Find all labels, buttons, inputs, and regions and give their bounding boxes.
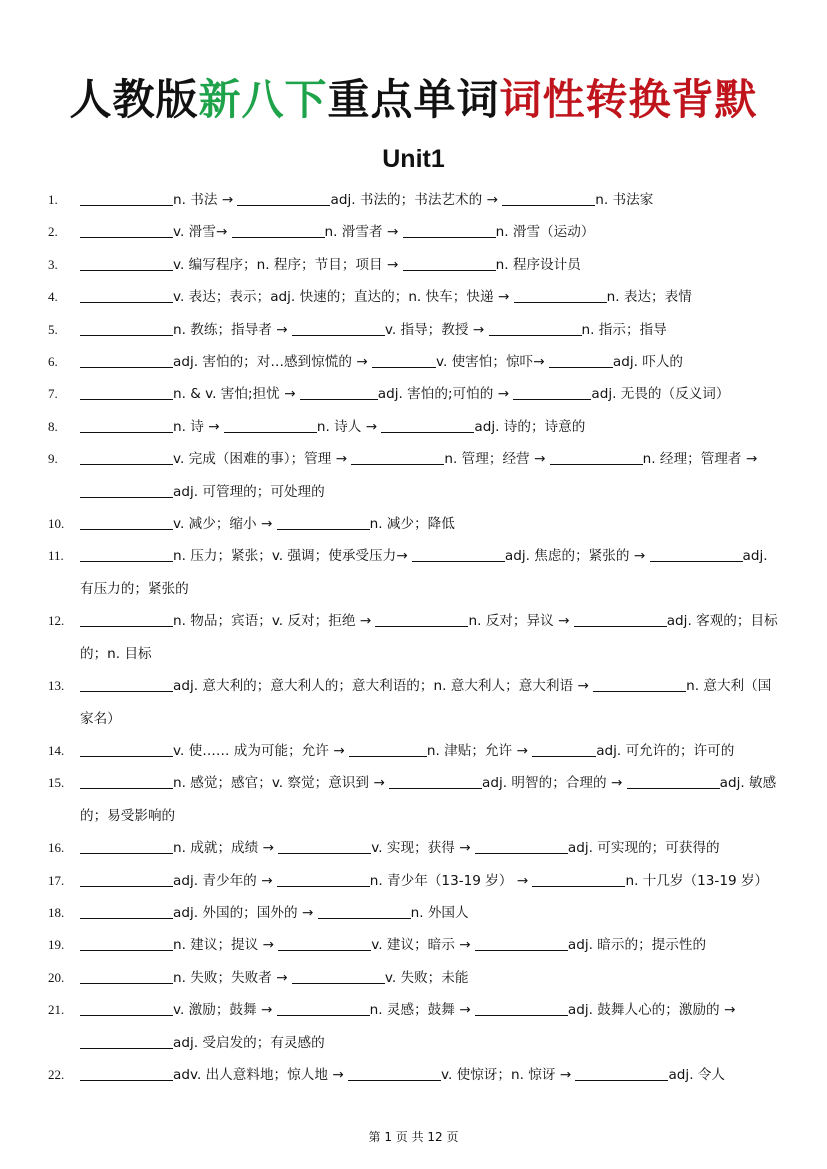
answer-blank[interactable] xyxy=(80,968,173,984)
answer-blank[interactable] xyxy=(80,287,173,303)
answer-blank[interactable] xyxy=(80,546,173,562)
answer-blank[interactable] xyxy=(389,773,482,789)
item-number: 15. xyxy=(48,775,65,791)
item-number: 22. xyxy=(48,1066,65,1082)
title-part-2: 新八下 xyxy=(198,75,328,124)
item-number: 7. xyxy=(48,386,58,402)
answer-blank[interactable] xyxy=(292,968,385,984)
item-text: v. 完成（困难的事）；管理 → n. 管理；经营 → n. 经理；管理者 → adj. 可管理的；可处理的 xyxy=(80,451,757,499)
list-item xyxy=(48,411,780,443)
answer-blank[interactable] xyxy=(277,871,370,887)
answer-blank[interactable] xyxy=(650,546,743,562)
item-number: 8. xyxy=(48,418,58,434)
list-item xyxy=(48,767,780,832)
answer-blank[interactable] xyxy=(412,546,505,562)
item-number: 2. xyxy=(48,224,58,240)
item-number: 20. xyxy=(48,969,65,985)
answer-blank[interactable] xyxy=(575,1065,668,1081)
item-number: 3. xyxy=(48,256,58,272)
item-number: 21. xyxy=(48,1002,65,1018)
item-number: 13. xyxy=(48,678,65,694)
list-item xyxy=(48,929,780,961)
title-part-3: 重点单词 xyxy=(327,75,500,124)
answer-blank[interactable] xyxy=(593,676,686,692)
answer-blank[interactable] xyxy=(513,384,591,400)
item-text: n. & v. 害怕;担忧 → adj. 害怕的;可怕的 → adj. 无畏的（反义词） xyxy=(80,386,730,402)
answer-blank[interactable] xyxy=(224,417,317,433)
item-number: 6. xyxy=(48,354,58,370)
answer-blank[interactable] xyxy=(300,384,378,400)
answer-blank[interactable] xyxy=(80,222,173,238)
answer-blank[interactable] xyxy=(532,871,625,887)
answer-blank[interactable] xyxy=(489,320,582,336)
answer-blank[interactable] xyxy=(475,1000,568,1016)
title-part-4: 词性转换背默 xyxy=(499,75,758,124)
list-item xyxy=(48,832,780,864)
answer-blank[interactable] xyxy=(550,449,643,465)
answer-blank[interactable] xyxy=(574,611,667,627)
answer-blank[interactable] xyxy=(403,255,496,271)
answer-blank[interactable] xyxy=(80,1033,173,1049)
page-title xyxy=(0,72,827,128)
item-number: 5. xyxy=(48,321,58,337)
list-item xyxy=(48,314,780,346)
item-text: v. 使…… 成为可能；允许 → n. 津贴；允许 → adj. 可允许的；许可的 xyxy=(80,743,734,759)
answer-blank[interactable] xyxy=(532,741,596,757)
answer-blank[interactable] xyxy=(627,773,720,789)
answer-blank[interactable] xyxy=(348,1065,441,1081)
answer-blank[interactable] xyxy=(80,190,173,206)
item-number: 1. xyxy=(48,192,58,207)
answer-blank[interactable] xyxy=(372,352,436,368)
title-part-1: 人教版 xyxy=(69,75,199,124)
answer-blank[interactable] xyxy=(549,352,613,368)
answer-blank[interactable] xyxy=(232,222,325,238)
list-item xyxy=(48,897,780,929)
item-text: adv. 出人意料地；惊人地 → v. 使惊讶；n. 惊讶 → adj. 令人 xyxy=(80,1067,725,1083)
answer-blank[interactable] xyxy=(80,1065,173,1081)
item-text: n. 物品；宾语；v. 反对；拒绝 → n. 反对；异议 → adj. 客观的；目标的；n. 目标 xyxy=(80,613,778,662)
item-number: 10. xyxy=(48,516,65,532)
item-number: 16. xyxy=(48,840,65,856)
item-text: adj. 外国的；国外的 → n. 外国人 xyxy=(80,905,469,921)
answer-blank[interactable] xyxy=(278,838,371,854)
list-item xyxy=(48,1059,780,1091)
answer-blank[interactable] xyxy=(502,190,595,206)
answer-blank[interactable] xyxy=(80,482,173,498)
answer-blank[interactable] xyxy=(80,1000,173,1016)
list-item xyxy=(48,281,780,313)
item-text: v. 减少；缩小 → n. 减少；降低 xyxy=(80,516,455,532)
answer-blank[interactable] xyxy=(80,384,173,400)
answer-blank[interactable] xyxy=(80,741,173,757)
answer-blank[interactable] xyxy=(278,935,371,951)
answer-blank[interactable] xyxy=(80,255,173,271)
item-text: n. 感觉；感官；v. 察觉；意识到 → adj. 明智的；合理的 → adj. 敏感的；易受影响的 xyxy=(80,775,777,824)
answer-blank[interactable] xyxy=(318,903,411,919)
item-number: 11. xyxy=(48,548,64,564)
item-number: 19. xyxy=(48,937,65,953)
item-number: 4. xyxy=(48,289,58,305)
item-text: n. 成就；成绩 → v. 实现；获得 → adj. 可实现的；可获得的 xyxy=(80,840,720,856)
list-item xyxy=(48,865,780,897)
list-item xyxy=(48,962,780,994)
item-text: adj. 害怕的；对…感到惊慌的 → v. 使害怕；惊吓→ adj. 吓人的 xyxy=(80,354,683,370)
answer-blank[interactable] xyxy=(237,190,330,206)
answer-blank[interactable] xyxy=(277,1000,370,1016)
list-item xyxy=(48,249,780,281)
list-item xyxy=(48,994,780,1059)
answer-blank[interactable] xyxy=(80,417,173,433)
list-item xyxy=(48,735,780,767)
answer-blank[interactable] xyxy=(80,871,173,887)
answer-blank[interactable] xyxy=(375,611,468,627)
answer-blank[interactable] xyxy=(80,838,173,854)
item-text: v. 表达；表示；adj. 快速的；直达的；n. 快车；快递 → n. 表达；表情 xyxy=(80,289,692,305)
item-text: n. 书法 → adj. 书法的；书法艺术的 → n. 书法家 xyxy=(80,192,653,208)
answer-blank[interactable] xyxy=(80,514,173,530)
item-text: v. 编写程序；n. 程序；节目；项目 → n. 程序设计员 xyxy=(80,257,581,273)
item-text: adj. 青少年的 → n. 青少年（13-19 岁） → n. 十几岁（13-19 岁） xyxy=(80,873,768,889)
item-text: n. 教练；指导者 → v. 指导；教授 → n. 指示；指导 xyxy=(80,322,667,338)
item-text: v. 激励；鼓舞 → n. 灵感；鼓舞 → adj. 鼓舞人心的；激励的 → adj. 受启发的；有灵感的 xyxy=(80,1002,735,1050)
list-item xyxy=(48,378,780,410)
item-number: 18. xyxy=(48,904,65,920)
item-text: n. 失败；失败者 → v. 失败；未能 xyxy=(80,970,468,986)
item-text: v. 滑雪→ n. 滑雪者 → n. 滑雪（运动） xyxy=(80,224,594,240)
answer-blank[interactable] xyxy=(475,838,568,854)
answer-blank[interactable] xyxy=(292,320,385,336)
answer-blank[interactable] xyxy=(80,352,173,368)
answer-blank[interactable] xyxy=(277,514,370,530)
page-footer: 第 1 页 共 12 页 xyxy=(368,1130,459,1144)
item-number: 14. xyxy=(48,742,65,758)
item-text: n. 压力；紧张；v. 强调；使承受压力→ adj. 焦虑的；紧张的 → adj. 有压力的；紧张的 xyxy=(80,548,768,597)
item-text: n. 建议；提议 → v. 建议；暗示 → adj. 暗示的；提示性的 xyxy=(80,937,706,953)
list-item xyxy=(48,184,780,216)
unit-heading: Unit1 xyxy=(382,145,445,173)
answer-blank[interactable] xyxy=(80,320,173,336)
list-item xyxy=(48,508,780,540)
word-list xyxy=(48,184,780,1091)
answer-blank[interactable] xyxy=(80,611,173,627)
list-item xyxy=(48,605,780,670)
list-item xyxy=(48,540,780,605)
item-number: 9. xyxy=(48,451,58,467)
answer-blank[interactable] xyxy=(80,449,173,465)
answer-blank[interactable] xyxy=(80,773,173,789)
answer-blank[interactable] xyxy=(80,935,173,951)
answer-blank[interactable] xyxy=(514,287,607,303)
item-text: n. 诗 → n. 诗人 → adj. 诗的；诗意的 xyxy=(80,419,585,435)
item-text: adj. 意大利的；意大利人的；意大利语的；n. 意大利人；意大利语 → n. 意大利（国家名） xyxy=(80,678,772,727)
answer-blank[interactable] xyxy=(351,449,444,465)
list-item xyxy=(48,216,780,248)
answer-blank[interactable] xyxy=(349,741,427,757)
list-item xyxy=(48,670,780,735)
answer-blank[interactable] xyxy=(80,903,173,919)
item-number: 12. xyxy=(48,613,65,629)
answer-blank[interactable] xyxy=(80,676,173,692)
list-item xyxy=(48,443,780,508)
answer-blank[interactable] xyxy=(381,417,474,433)
list-item xyxy=(48,346,780,378)
item-number: 17. xyxy=(48,872,65,888)
answer-blank[interactable] xyxy=(403,222,496,238)
answer-blank[interactable] xyxy=(475,935,568,951)
